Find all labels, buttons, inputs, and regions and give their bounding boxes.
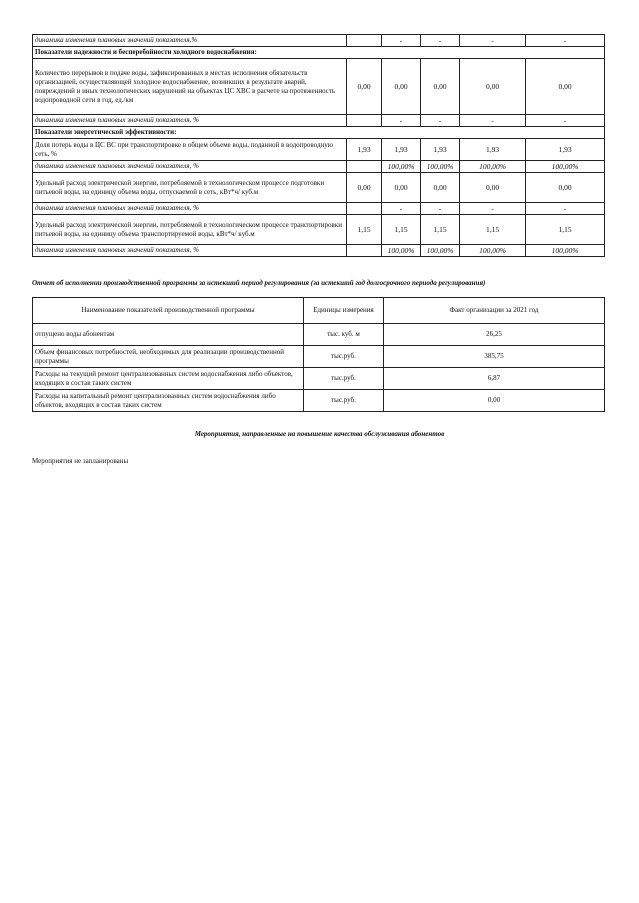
indicator-value: - (421, 115, 460, 127)
dynamics-label: динамика изменения плановых значений показателя, % (33, 115, 347, 127)
indicator-value (347, 35, 382, 47)
indicator-value: - (460, 35, 526, 47)
indicator-value: 100,00% (526, 161, 605, 173)
indicator-value: 1,93 (382, 139, 421, 161)
indicator-value: 100,00% (421, 245, 460, 257)
report-title: Отчет об исполнении производственной программы за истекший период регулирования (за истекший год долгосрочного периода регулирования) (32, 279, 486, 287)
indicator-value: - (382, 203, 421, 215)
indicator-value: - (382, 35, 421, 47)
indicators-table (32, 34, 605, 257)
report-value-cell: 26,25 (384, 324, 605, 346)
indicator-value: 0,00 (347, 59, 382, 115)
indicator-row (33, 115, 605, 127)
indicator-row (33, 47, 605, 59)
indicator-row (33, 161, 605, 173)
indicator-label: Количество перерывов в подаче воды, зафиксированных в местах исполнения обязательств организацией, осуществляющей холодное водоснабжение, возникших в результате аварий, повреждений и иных технологических нарушений на объектах ЦС ХВС в расчете на протяженность водопроводной сети в год, ед./км (33, 59, 347, 115)
indicator-value: 100,00% (382, 161, 421, 173)
indicator-value: 1,93 (421, 139, 460, 161)
indicator-label: Удельный расход электрической энергии, потребляемой в технологическом процессе транспортировки питьевой воды, на единицу объема транспортируемой воды, кВт*ч/ куб.м (33, 215, 347, 245)
indicator-value: - (460, 115, 526, 127)
indicator-row (33, 127, 605, 139)
indicator-label: Доля потерь воды в ЦС ВС при транспортировке в общем объеме воды, поданной в водопроводную сеть, % (33, 139, 347, 161)
report-unit-cell: тыс.руб. (304, 390, 384, 412)
report-row (33, 390, 605, 412)
indicator-value: 1,15 (382, 215, 421, 245)
report-row (33, 324, 605, 346)
indicator-value: 0,00 (460, 59, 526, 115)
indicator-value: 1,15 (421, 215, 460, 245)
report-value-cell: 0,00 (384, 390, 605, 412)
dynamics-label: динамика изменения плановых значений показателя, % (33, 161, 347, 173)
indicator-row (33, 139, 605, 161)
indicator-row (33, 59, 605, 115)
indicator-value: - (382, 115, 421, 127)
indicator-value: - (460, 203, 526, 215)
indicator-value (347, 115, 382, 127)
indicator-value: 100,00% (460, 161, 526, 173)
report-header-name: Наименование показателей производственной программы (33, 298, 304, 324)
indicator-value: 0,00 (526, 173, 605, 203)
indicator-row (33, 215, 605, 245)
measures-note: Мероприятия не запланированы (32, 457, 129, 465)
indicator-value: - (526, 35, 605, 47)
indicator-value: 1,93 (460, 139, 526, 161)
indicator-value: 1,93 (526, 139, 605, 161)
section-heading: Показатели надежности и бесперебойности холодного водоснабжения: (33, 47, 605, 59)
dynamics-label: динамика изменения плановых значений показателя,% (33, 35, 347, 47)
indicator-value: - (421, 35, 460, 47)
indicator-row (33, 245, 605, 257)
indicator-row (33, 35, 605, 47)
indicator-value: 100,00% (526, 245, 605, 257)
indicator-value: 0,00 (382, 59, 421, 115)
indicator-value: 0,00 (526, 59, 605, 115)
report-row (33, 368, 605, 390)
indicator-value: 100,00% (460, 245, 526, 257)
report-table-body (33, 324, 605, 412)
indicator-value: - (526, 203, 605, 215)
report-unit-cell: тыс.руб. (304, 346, 384, 368)
indicators-table-body (33, 35, 605, 257)
report-header-fact: Факт организации за 2021 год (384, 298, 605, 324)
indicator-value (347, 245, 382, 257)
indicator-value: - (526, 115, 605, 127)
indicator-value: 1,93 (347, 139, 382, 161)
indicator-value: 1,15 (460, 215, 526, 245)
indicator-value: 100,00% (382, 245, 421, 257)
indicator-value: 1,15 (347, 215, 382, 245)
report-table (32, 297, 605, 412)
report-name-cell: отпущено воды абонентам (33, 324, 304, 346)
report-unit-cell: тыс. куб. м (304, 324, 384, 346)
indicator-value: 100,00% (421, 161, 460, 173)
indicator-row (33, 203, 605, 215)
report-name-cell: Расходы на капитальный ремонт централизованных систем водоснабжения либо объектов, входящих в состав таких систем (33, 390, 304, 412)
indicator-row (33, 173, 605, 203)
indicator-label: Удельный расход электрической энергии, потребляемой в технологическом процессе подготовки питьевой воды, на единицу объема воды, отпускаемой в сеть, кВт*ч/ куб.м (33, 173, 347, 203)
indicator-value (347, 203, 382, 215)
report-name-cell: Объем финансовых потребностей, необходимых для реализации производственной программы (33, 346, 304, 368)
indicator-value: 0,00 (382, 173, 421, 203)
indicator-value: - (421, 203, 460, 215)
report-name-cell: Расходы на текущий ремонт централизованных систем водоснабжения либо объектов, входящих в состав таких систем (33, 368, 304, 390)
report-header-unit: Единицы измерения (304, 298, 384, 324)
section-heading: Показатели энергетической эффективности: (33, 127, 605, 139)
report-row (33, 346, 605, 368)
measures-title: Мероприятия, направленные на повышение качества обслуживания абонентов (194, 430, 445, 438)
indicator-value: 0,00 (460, 173, 526, 203)
indicator-value: 0,00 (347, 173, 382, 203)
indicator-value: 0,00 (421, 59, 460, 115)
dynamics-label: динамика изменения плановых значений показателя, % (33, 203, 347, 215)
report-value-cell: 385,75 (384, 346, 605, 368)
indicator-value (347, 161, 382, 173)
report-value-cell: 6,87 (384, 368, 605, 390)
dynamics-label: динамика изменения плановых значений показателя, % (33, 245, 347, 257)
report-unit-cell: тыс.руб. (304, 368, 384, 390)
indicator-value: 0,00 (421, 173, 460, 203)
indicator-value: 1,15 (526, 215, 605, 245)
